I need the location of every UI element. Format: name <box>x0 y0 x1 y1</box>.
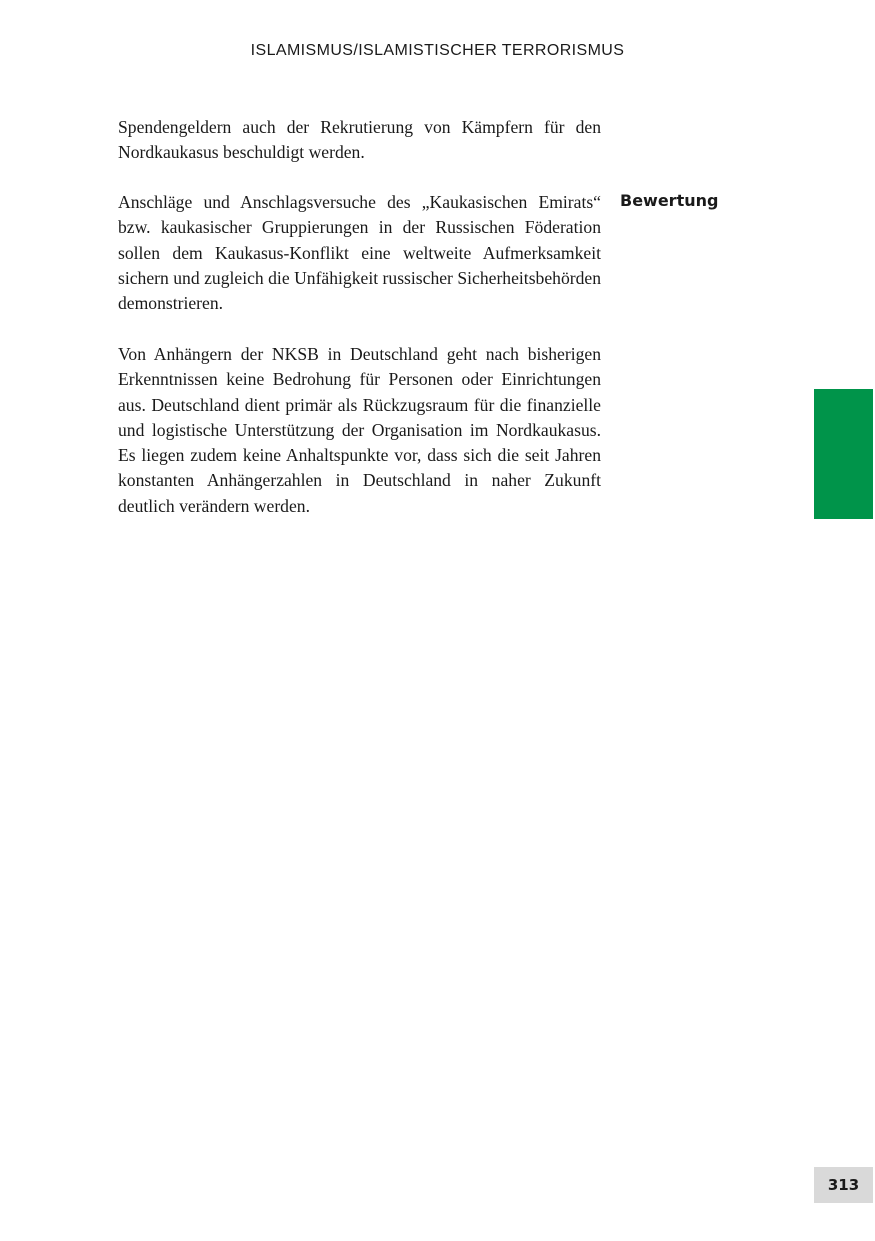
paragraph-text: Von Anhängern der NKSB in Deutschland geht nach bisherigen Erkenntnissen keine Bedrohung für Personen oder Einrichtungen aus. Deutschland dient primär als Rückzugsraum für die finanzielle und logistische Unterstützung der Organisation im Nordkaukasus. Es liegen zudem keine Anhaltspunkte vor, dass sich die seit Jahren konstanten Anhängerzahlen in Deutschland in naher Zukunft deutlich verändern werden. <box>118 344 601 516</box>
body-paragraph-2 <box>118 190 601 316</box>
page-number: 313 <box>814 1167 873 1203</box>
body-paragraph-1 <box>118 115 601 166</box>
chapter-tab-marker <box>814 389 873 519</box>
running-header: ISLAMISMUS/ISLAMISTISCHER TERRORISMUS <box>250 42 625 59</box>
body-paragraph-3 <box>118 342 601 519</box>
paragraph-text: Anschläge und Anschlagsversuche des „Kaukasischen Emirats“ bzw. kaukasischer Gruppierungen in der Russischen Föderation sollen dem Kaukasus-Konflikt eine weltweite Aufmerksamkeit sichern und zugleich die Unfähigkeit russischer Sicherheitsbehörden demonstrieren. <box>118 192 601 314</box>
paragraph-text: Spendengeldern auch der Rekrutierung von Kämpfern für den Nordkaukasus beschuldigt werden. <box>118 117 601 163</box>
margin-heading-bewertung: Bewertung <box>620 191 719 210</box>
